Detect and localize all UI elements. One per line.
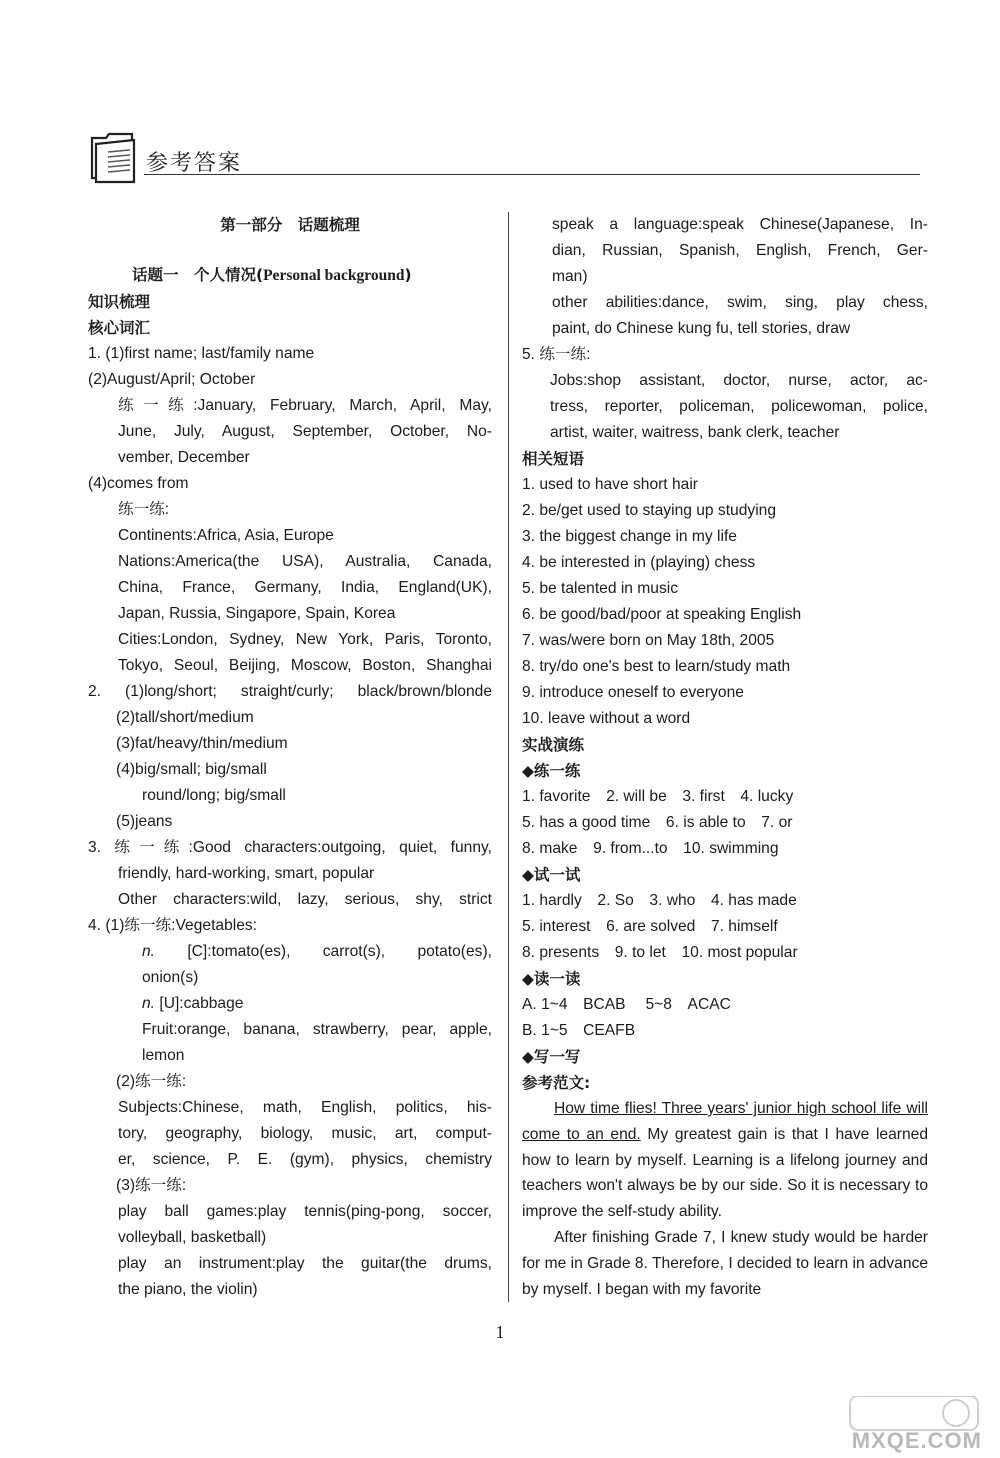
text-line: China, France, Germany, India, England(UK), bbox=[118, 579, 492, 596]
column-divider bbox=[508, 212, 509, 1302]
text-line: Other characters:wild, lazy, serious, shy, strict bbox=[118, 891, 492, 908]
header-rule bbox=[144, 174, 920, 175]
phrase-item: 3. the biggest change in my life bbox=[522, 528, 737, 545]
phrase-item: 10. leave without a word bbox=[522, 710, 691, 727]
phrase-item: 1. used to have short hair bbox=[522, 476, 698, 493]
phrase-item: 2. be/get used to staying up studying bbox=[522, 502, 777, 519]
essay-underlined: How time flies! Three years' junior high school life will come to an end. bbox=[522, 1100, 928, 1143]
text-line: speak a language:speak Chinese(Japanese, In- bbox=[552, 216, 928, 233]
text-line: play an instrument:play the guitar(the drums, bbox=[118, 1255, 492, 1272]
essay-paragraph bbox=[522, 1096, 928, 1225]
text-line: paint, do Chinese kung fu, tell stories, draw bbox=[552, 320, 851, 337]
topic-title-close: ) bbox=[404, 266, 412, 284]
section-heading: 知识梳理 bbox=[88, 293, 151, 311]
page-number: 1 bbox=[495, 1322, 505, 1342]
text-line: round/long; big/small bbox=[142, 787, 286, 804]
text-line: 练一练: bbox=[118, 501, 170, 518]
topic-title bbox=[88, 262, 492, 289]
text-line: 练一练:January, February, March, April, May, bbox=[118, 397, 492, 414]
text-line: artist, waiter, waitress, bank clerk, teacher bbox=[550, 424, 840, 441]
phrase-item: 6. be good/bad/poor at speaking English bbox=[522, 606, 802, 623]
folder-icon bbox=[88, 128, 138, 184]
text-span: [C]:tomato(es), carrot(s), potato(es), bbox=[187, 943, 492, 960]
text-line: tory, geography, biology, music, art, comput- bbox=[118, 1125, 492, 1142]
subsection-heading: ◆写一写 bbox=[522, 1048, 581, 1066]
text-line: 5. 练一练: bbox=[522, 346, 591, 363]
answer-line: A. 1~4 BCAB 5~8 ACAC bbox=[522, 996, 731, 1013]
right-column bbox=[522, 212, 928, 1302]
phrase-item: 5. be talented in music bbox=[522, 580, 679, 597]
answer-line: 8. make 9. from...to 10. swimming bbox=[522, 840, 779, 857]
answer-line: 1. hardly 2. So 3. who 4. has made bbox=[522, 892, 797, 909]
section-heading: 核心词汇 bbox=[88, 319, 151, 337]
text-line: man) bbox=[552, 268, 588, 285]
text-line: (3)fat/heavy/thin/medium bbox=[116, 735, 288, 752]
text-line: 2. (1)long/short; straight/curly; black/brown/blonde bbox=[88, 683, 492, 700]
text-line bbox=[88, 939, 492, 965]
text-line: Cities:London, Sydney, New York, Paris, Toronto, bbox=[118, 631, 492, 648]
topic-title-cn: 话题一 个人情况( bbox=[132, 266, 264, 284]
subsection-heading: ◆练一练 bbox=[522, 762, 581, 780]
text-line: (4)big/small; big/small bbox=[116, 761, 267, 778]
text-line bbox=[88, 991, 492, 1017]
text-line: lemon bbox=[142, 1047, 185, 1064]
noun-abbr: n. bbox=[142, 943, 156, 960]
text-line: Nations:America(the USA), Australia, Canada, bbox=[118, 553, 492, 570]
text-line: Continents:Africa, Asia, Europe bbox=[118, 527, 334, 544]
text-line: dian, Russian, Spanish, English, French, Ger- bbox=[552, 242, 928, 259]
left-column bbox=[88, 212, 492, 1303]
subsection-heading: ◆试一试 bbox=[522, 866, 581, 884]
text-line: Fruit:orange, banana, strawberry, pear, apple, bbox=[142, 1021, 492, 1038]
text-line: onion(s) bbox=[142, 969, 199, 986]
essay-paragraph: After finishing Grade 7, I knew study would be harder for me in Grade 8. Therefore, I decided to learn in advance by myself. I began with my favorite bbox=[522, 1228, 928, 1298]
noun-abbr: n. bbox=[142, 995, 156, 1012]
section-heading: 实战演练 bbox=[522, 736, 585, 754]
text-line: volleyball, basketball) bbox=[118, 1229, 267, 1246]
essay-text: My greatest gain is that I have learned how to learn by myself. Learning is a lifelong journey and teachers won't always be by our side. So it is necessary to improve the self-study ability. bbox=[522, 1125, 928, 1221]
text-line: vember, December bbox=[118, 449, 250, 466]
text-line: Japan, Russia, Singapore, Spain, Korea bbox=[118, 605, 396, 622]
subsection-heading: ◆读一读 bbox=[522, 970, 581, 988]
page-title: 参考答案 bbox=[146, 151, 243, 176]
model-essay-label: 参考范文: bbox=[522, 1074, 591, 1092]
answer-line: B. 1~5 CEAFB bbox=[522, 1022, 636, 1039]
text-line: other abilities:dance, swim, sing, play chess, bbox=[552, 294, 928, 311]
text-line: (3)练一练: bbox=[116, 1177, 187, 1194]
text-span: [U]:cabbage bbox=[159, 995, 244, 1012]
text-line: Tokyo, Seoul, Beijing, Moscow, Boston, Shanghai bbox=[118, 657, 492, 674]
text-line: the piano, the violin) bbox=[118, 1281, 258, 1298]
text-line: (2)tall/short/medium bbox=[116, 709, 254, 726]
model-essay bbox=[522, 1096, 928, 1302]
part-title: 第一部分 话题梳理 bbox=[220, 216, 360, 234]
answer-line: 1. favorite 2. will be 3. first 4. lucky bbox=[522, 788, 794, 805]
text-line: 3. 练一练:Good characters:outgoing, quiet, funny, bbox=[88, 839, 492, 856]
phrase-item: 8. try/do one's best to learn/study math bbox=[522, 658, 791, 675]
answer-line: 5. interest 6. are solved 7. himself bbox=[522, 918, 778, 935]
text-line: (2)练一练: bbox=[116, 1073, 187, 1090]
text-line: 1. (1)first name; last/family name bbox=[88, 345, 315, 362]
answer-line: 5. has a good time 6. is able to 7. or bbox=[522, 814, 793, 831]
text-line: tress, reporter, policeman, policewoman, police, bbox=[550, 398, 928, 415]
page-header bbox=[88, 128, 920, 188]
section-heading: 相关短语 bbox=[522, 450, 585, 468]
text-line: (5)jeans bbox=[116, 813, 173, 830]
text-line: Jobs:shop assistant, doctor, nurse, actor, ac- bbox=[550, 372, 928, 389]
text-line: 4. (1)练一练:Vegetables: bbox=[88, 917, 258, 934]
phrase-item: 9. introduce oneself to everyone bbox=[522, 684, 744, 701]
topic-title-en: Personal background bbox=[263, 267, 405, 284]
text-line: (2)August/April; October bbox=[88, 371, 256, 388]
text-line: er, science, P. E. (gym), physics, chemistry bbox=[118, 1151, 492, 1168]
text-line: friendly, hard-working, smart, popular bbox=[118, 865, 375, 882]
phrase-item: 7. was/were born on May 18th, 2005 bbox=[522, 632, 775, 649]
text-line: (4)comes from bbox=[88, 475, 189, 492]
text-line: June, July, August, September, October, No- bbox=[118, 423, 492, 440]
phrase-item: 4. be interested in (playing) chess bbox=[522, 554, 756, 571]
text-line: Subjects:Chinese, math, English, politics, his- bbox=[118, 1099, 492, 1116]
answer-line: 8. presents 9. to let 10. most popular bbox=[522, 944, 798, 961]
watermark-text: MXQE.COM bbox=[851, 1428, 982, 1453]
text-line: play ball games:play tennis(ping-pong, soccer, bbox=[118, 1203, 492, 1220]
